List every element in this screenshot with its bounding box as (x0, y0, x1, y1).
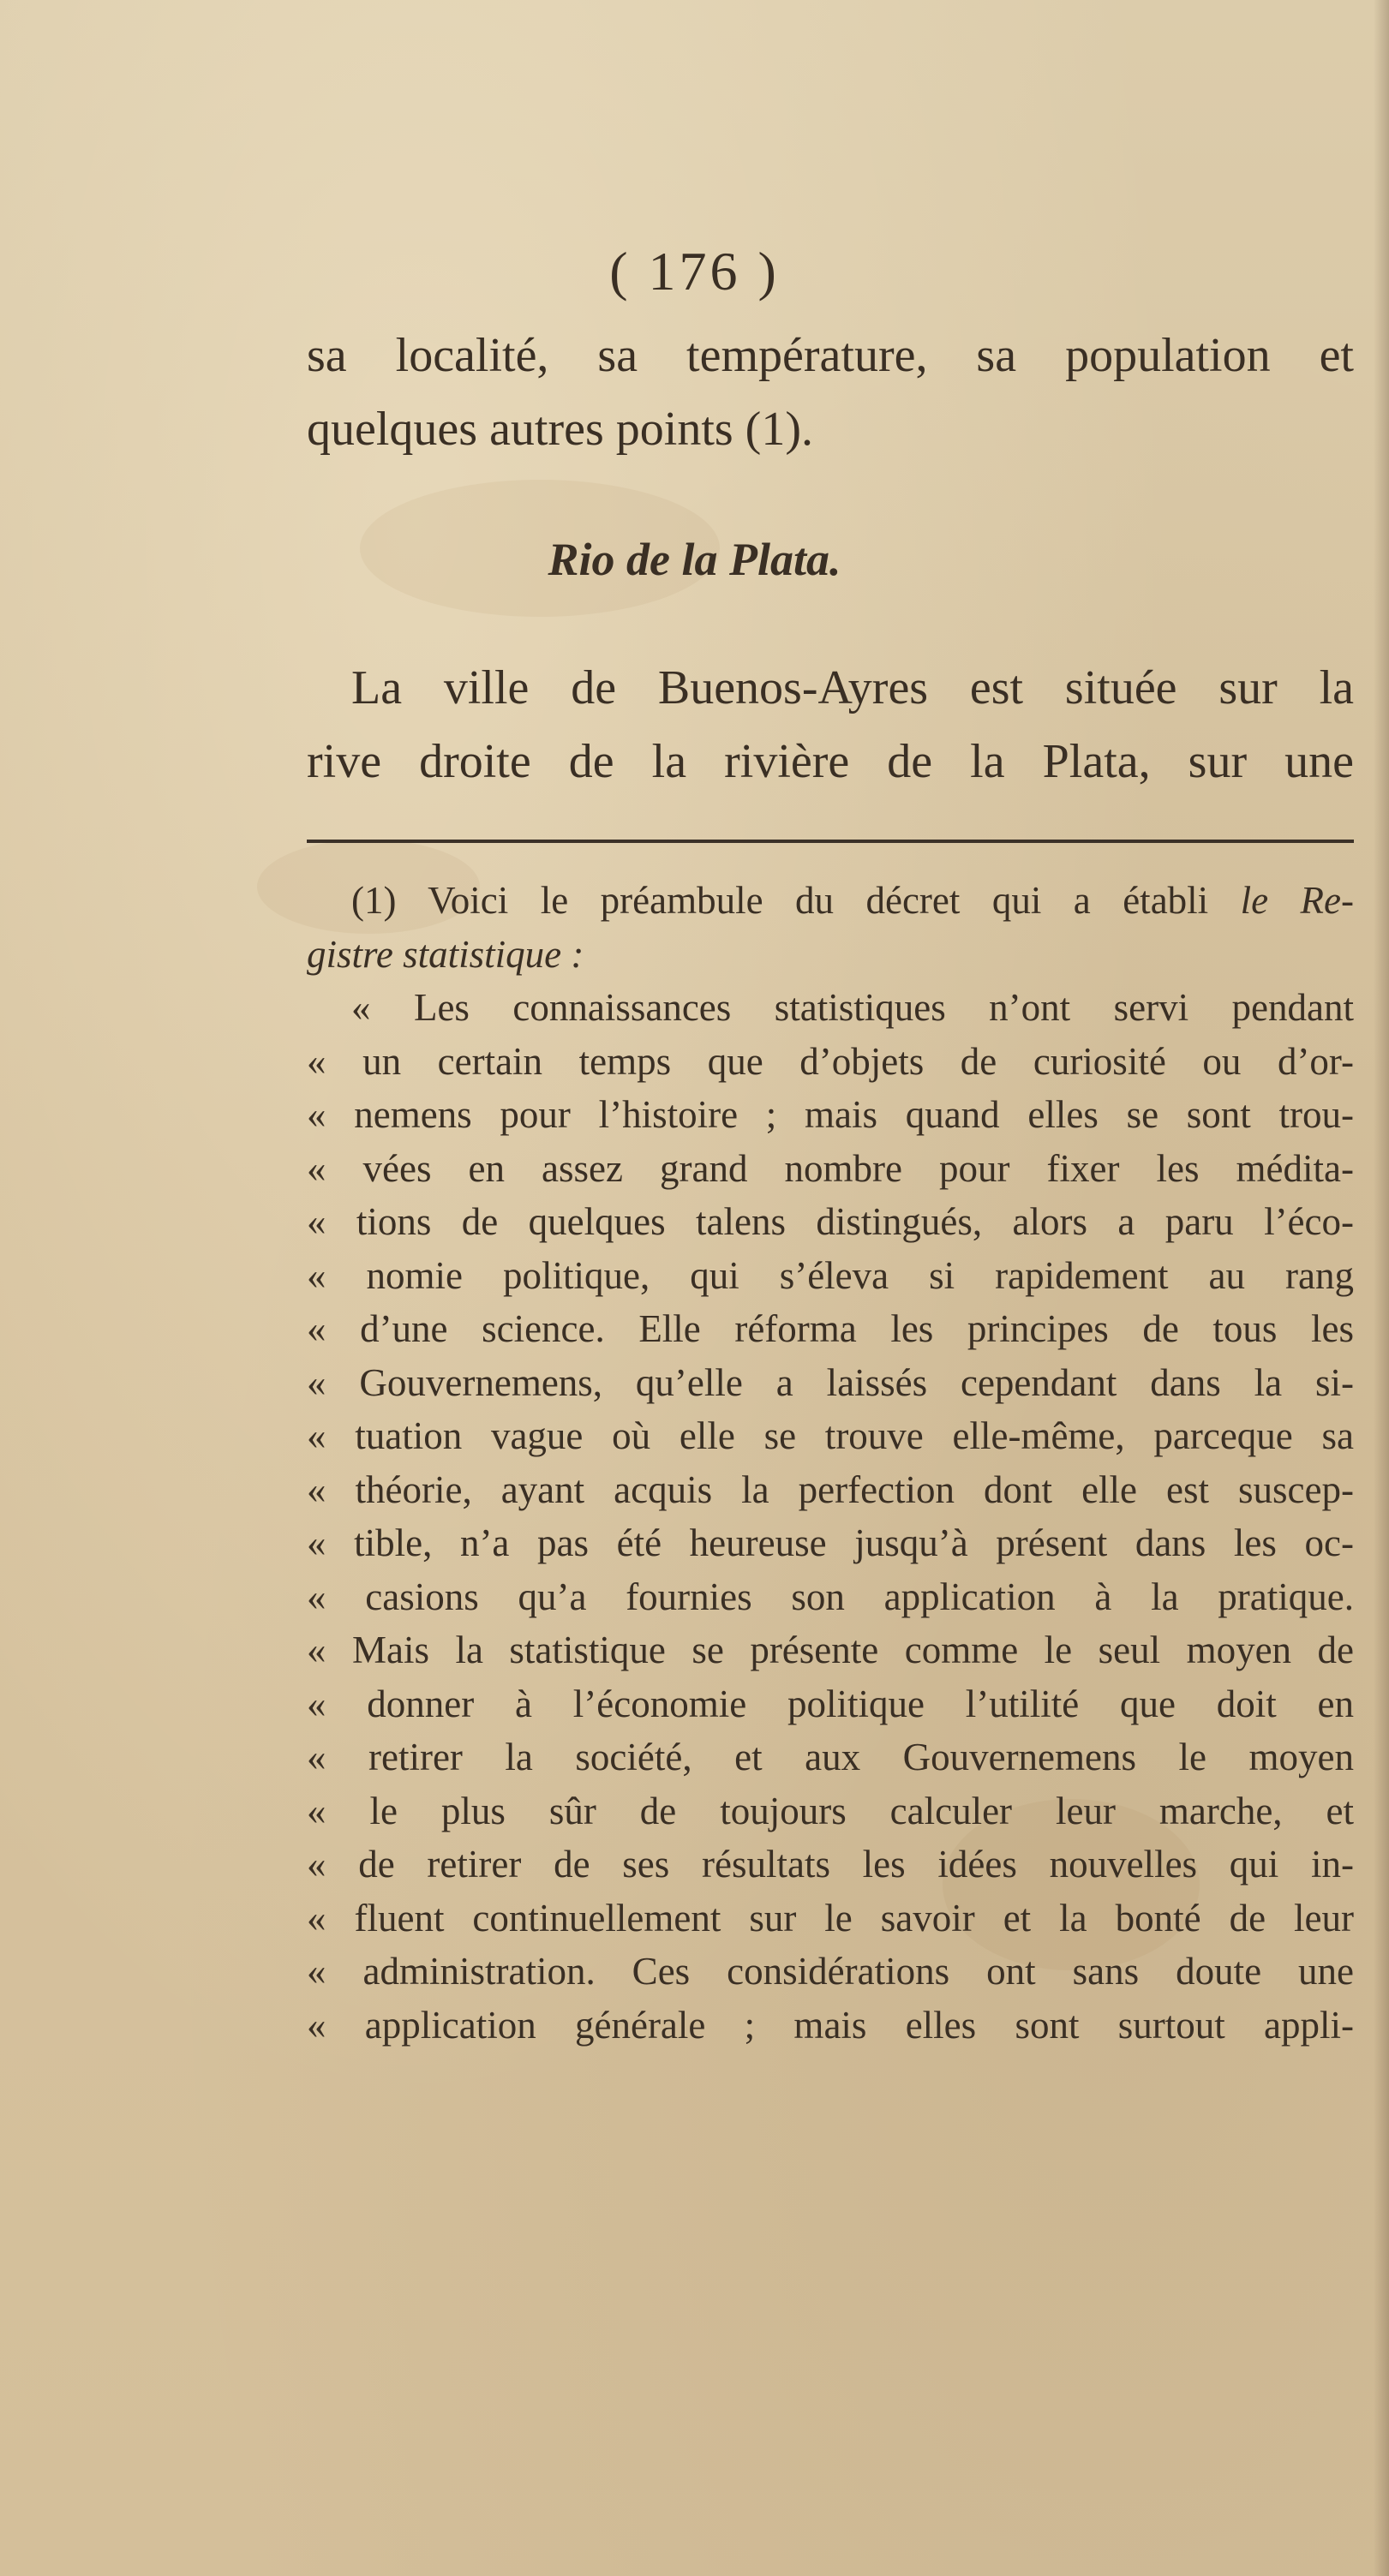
footnote (307, 874, 1354, 2052)
text-line: quelques autres points (1). (307, 403, 813, 456)
footnote-line: « tible, n’a pas été heureuse jusqu’à présent dans les oc- (307, 1521, 1354, 1564)
footnote-line (307, 928, 1354, 982)
text-line: La ville de Buenos-Ayres est située sur la (351, 661, 1354, 714)
footnote-line: « le plus sûr de toujours calculer leur marche, et (307, 1789, 1354, 1832)
page-edge-shadow (1374, 0, 1389, 2576)
footnote-line: « d’une science. Elle réforma les principes de tous les (307, 1307, 1354, 1350)
footnote-line: « de retirer de ses résultats les idées nouvelles qui in- (307, 1843, 1354, 1886)
footnote-line: « théorie, ayant acquis la perfection dont elle est suscep- (307, 1467, 1354, 1511)
footnote-line: « tuation vague où elle se trouve elle-même, parceque sa (307, 1414, 1354, 1457)
text-line: sa localité, sa température, sa population et (307, 329, 1354, 382)
footnote-italic-text: le Re- (1240, 879, 1354, 922)
intro-paragraph (307, 319, 1354, 466)
footnote-line: « vées en assez grand nombre pour fixer les médita- (307, 1146, 1354, 1190)
section-heading: Rio de la Plata. (548, 534, 841, 585)
footnote-line (307, 874, 1354, 928)
footnote-line: « casions qu’a fournies son application à la pratique. (307, 1575, 1354, 1618)
footnote-line: « retirer la société, et aux Gouvernemens le moyen (307, 1736, 1354, 1778)
footnote-italic-text: gistre statistique : (307, 932, 584, 976)
footnote-line: « un certain temps que d’objets de curiosité ou d’or- (307, 1039, 1354, 1083)
main-paragraph (307, 651, 1354, 798)
footnote-line: « Mais la statistique se présente comme le seul moyen de (307, 1629, 1354, 1671)
footnote-line: « tions de quelques talens distingués, alors a paru l’éco- (307, 1200, 1354, 1243)
page-number: ( 176 ) (609, 241, 780, 302)
footnote-intro-text: (1) Voici le préambule du décret qui a établi (351, 879, 1209, 922)
footnote-line: « fluent continuellement sur le savoir et la bonté de leur (307, 1896, 1354, 1939)
text-line: rive droite de la rivière de la Plata, sur une (307, 735, 1354, 788)
footnote-separator (307, 840, 1354, 843)
footnote-line: « nemens pour l’histoire ; mais quand elles se sont trou- (307, 1093, 1354, 1136)
footnote-line: « Les connaissances statistiques n’ont servi pendant (351, 986, 1354, 1029)
footnote-line: « application générale ; mais elles sont surtout appli- (307, 2003, 1354, 2047)
footnote-line: « donner à l’économie politique l’utilité que doit en (307, 1682, 1354, 1725)
footnote-line: « nomie politique, qui s’éleva si rapidement au rang (307, 1253, 1354, 1297)
footnote-line: « Gouvernemens, qu’elle a laissés cependant dans la si- (307, 1360, 1354, 1404)
footnote-line: « administration. Ces considérations ont sans doute une (307, 1950, 1354, 1993)
